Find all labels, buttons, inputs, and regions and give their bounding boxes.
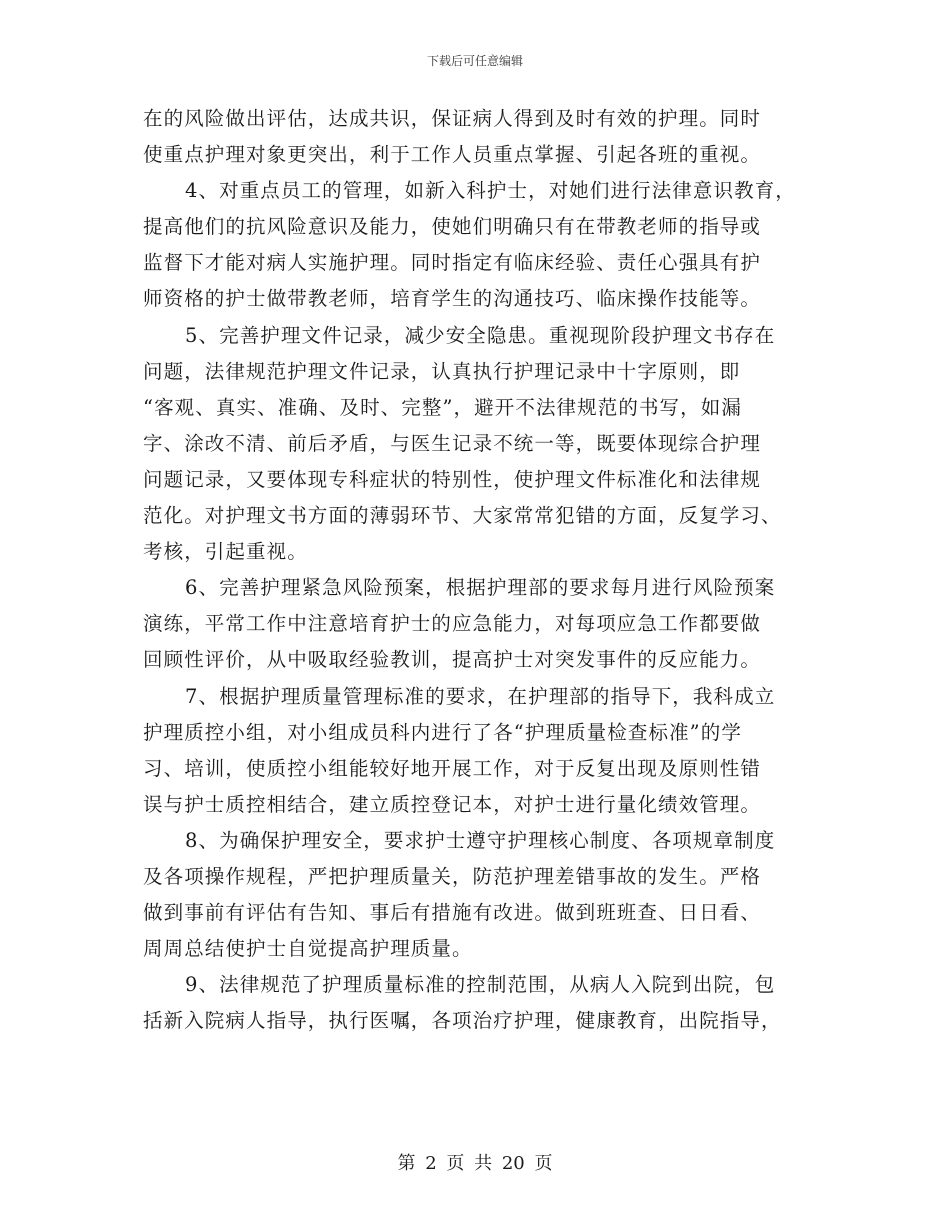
text-line: 字、涂改不清、前后矛盾，与医生记录不统一等，既要体现综合护理 [143,431,762,455]
text-line: 周周总结使护士自觉提高护理质量。 [143,937,473,961]
text-line: 括新入院病人指导，执行医嘱，各项治疗护理，健康教育，出院指导， [143,1009,782,1033]
text-line: 范化。对护理文书方面的薄弱环节、大家常常犯错的方面，反复学习、 [143,504,782,528]
text-line: 问题记录，又要体现专科症状的特别性，使护理文件标准化和法律规 [143,467,762,491]
page-header: 下载后可任意编辑 [426,54,523,68]
text-line: 9、法律规范了护理质量标准的控制范围，从病人入院到出院，包 [185,973,776,997]
page-footer: 第 2 页 共 20 页 [397,1153,553,1174]
text-line: 回顾性评价，从中吸取经验教训，提高护士对突发事件的反应能力。 [143,648,762,672]
text-line: 6、完善护理紧急风险预案，根据护理部的要求每月进行风险预案 [185,576,776,600]
body-text [143,101,819,1039]
text-line: “客观、真实、准确、及时、完整”，避开不法律规范的书写，如漏 [143,395,742,419]
text-line: 习、培训，使质控小组能较好地开展工作，对于反复出现及原则性错 [143,756,762,780]
text-line: 使重点护理对象更突出，利于工作人员重点掌握、引起各班的重视。 [143,143,762,167]
text-line: 做到事前有评估有告知、事后有措施有改进。做到班班查、日日看、 [143,901,762,925]
text-line: 问题，法律规范护理文件记录，认真执行护理记录中十字原则，即 [143,359,741,383]
text-line: 师资格的护士做带教老师，培育学生的沟通技巧、临床操作技能等。 [143,287,762,311]
text-line: 7、根据护理质量管理标准的要求，在护理部的指导下，我科成立 [185,684,776,708]
text-line: 8、为确保护理安全，要求护士遵守护理核心制度、各项规章制度 [185,828,776,852]
text-line: 及各项操作规程，严把护理质量关，防范护理差错事故的发生。严格 [143,864,762,888]
text-line: 误与护士质控相结合，建立质控登记本，对护士进行量化绩效管理。 [143,792,762,816]
text-line: 监督下才能对病人实施护理。同时指定有临床经验、责任心强具有护 [143,251,762,275]
text-line: 演练，平常工作中注意培育护士的应急能力，对每项应急工作都要做 [143,612,762,636]
text-line: 提高他们的抗风险意识及能力，使她们明确只有在带教老师的指导或 [143,215,762,239]
text-line: 考核，引起重视。 [143,540,308,564]
text-line: 在的风险做出评估，达成共识，保证病人得到及时有效的护理。同时 [143,107,762,130]
text-line: 4、对重点员工的管理，如新入科护士，对她们进行法律意识教育， [185,179,796,203]
text-line: 护理质控小组，对小组成员科内进行了各“护理质量检查标准”的学 [143,720,742,744]
text-line: 5、完善护理文件记录，减少安全隐患。重视现阶段护理文书存在 [185,323,776,347]
